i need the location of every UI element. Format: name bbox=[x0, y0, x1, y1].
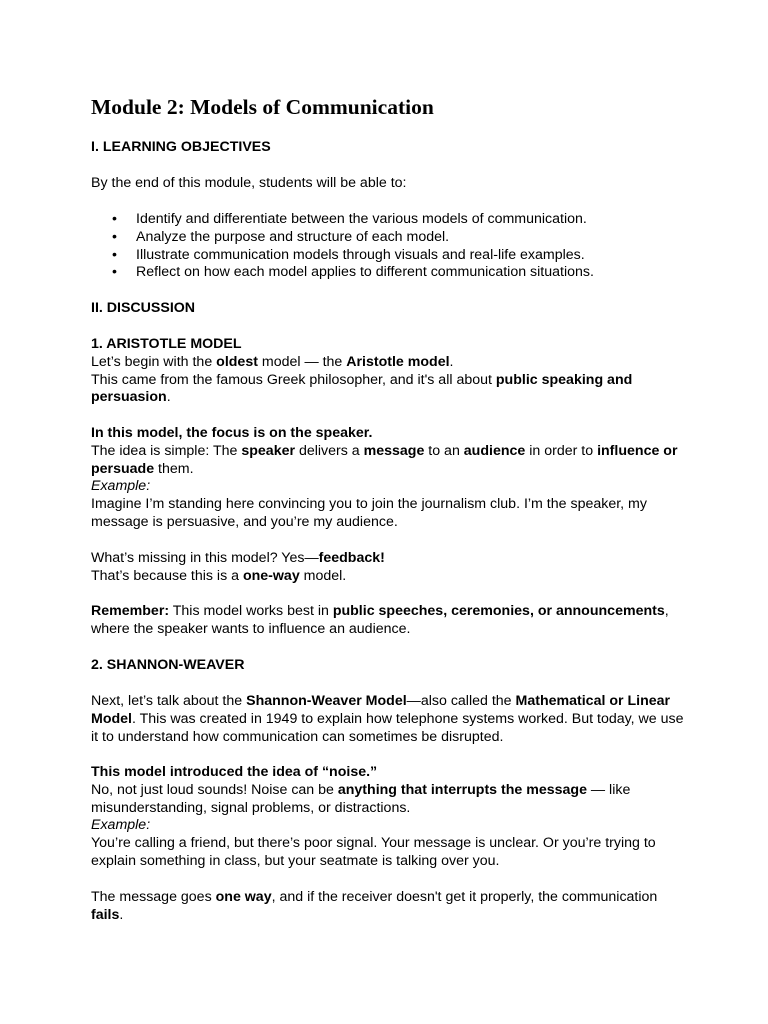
intro-text: By the end of this module, students will be able to: bbox=[91, 175, 407, 191]
list-item: • Analyze the purpose and structure of each model. bbox=[112, 228, 450, 245]
shannon-final: The message goes one way, and if the receiver doesn't get it properly, the communication fails. bbox=[91, 889, 658, 923]
aristotle-paragraph-2: This came from the famous Greek philosopher, and it's all about public speaking and persuasion. bbox=[91, 371, 633, 406]
aristotle-example-text: Imagine I’m standing here convincing you to join the journalism club. I’m the speaker, my message is persuasive, and you’re my audience. bbox=[91, 496, 647, 530]
shannon-noise-block bbox=[91, 764, 691, 871]
bullet-icon: • bbox=[112, 246, 117, 263]
section-heading-objectives: I. LEARNING OBJECTIVES bbox=[91, 139, 271, 155]
aristotle-paragraph-1: Let’s begin with the oldest model — the Aristotle model. bbox=[91, 353, 454, 370]
aristotle-heading: 1. ARISTOTLE MODEL bbox=[91, 336, 242, 352]
aristotle-focus-block bbox=[91, 425, 691, 532]
aristotle-remember: Remember: This model works best in public speeches, ceremonies, or announcements, where the speaker wants to influence an audience. bbox=[91, 603, 669, 637]
section-heading-discussion: II. DISCUSSION bbox=[91, 300, 196, 316]
aristotle-example-label: Example: bbox=[91, 478, 151, 495]
aristotle-section bbox=[91, 336, 691, 407]
bullet-icon: • bbox=[112, 228, 117, 245]
shannon-paragraph-1: Next, let’s talk about the Shannon-Weaver Model—also called the Mathematical or Linear Model. This was created in 1949 to explain how telephone systems worked. But today, we use it to understand how communication can sometimes be disrupted. bbox=[91, 693, 684, 745]
bullet-icon: • bbox=[112, 264, 117, 281]
aristotle-feedback-block bbox=[91, 550, 691, 586]
bullet-icon: • bbox=[112, 211, 117, 227]
aristotle-oneway: That’s because this is a one-way model. bbox=[91, 567, 347, 584]
list-item: • Identify and differentiate between the various models of communication. bbox=[112, 211, 587, 227]
aristotle-missing: What’s missing in this model? Yes—feedback! bbox=[91, 550, 385, 566]
shannon-example-text: You’re calling a friend, but there’s poor signal. Your message is unclear. Or you’re trying to explain something in class, but your seatmate is talking over you. bbox=[91, 835, 656, 869]
shannon-noise: This model introduced the idea of “noise.” bbox=[91, 764, 378, 780]
aristotle-idea: The idea is simple: The speaker delivers a message to an audience in order to influence or persuade them. bbox=[91, 442, 678, 477]
shannon-heading: 2. SHANNON-WEAVER bbox=[91, 657, 245, 673]
objectives-list bbox=[91, 211, 691, 282]
aristotle-focus: In this model, the focus is on the speaker. bbox=[91, 425, 373, 441]
list-item: • Reflect on how each model applies to different communication situations. bbox=[112, 264, 594, 281]
shannon-noise-detail: No, not just loud sounds! Noise can be anything that interrupts the message — like misunderstanding, signal problems, or distractions. bbox=[91, 781, 631, 816]
page-title: Module 2: Models of Communication bbox=[91, 95, 434, 119]
list-item: • Illustrate communication models through visuals and real-life examples. bbox=[112, 246, 585, 263]
shannon-example-label: Example: bbox=[91, 817, 151, 834]
